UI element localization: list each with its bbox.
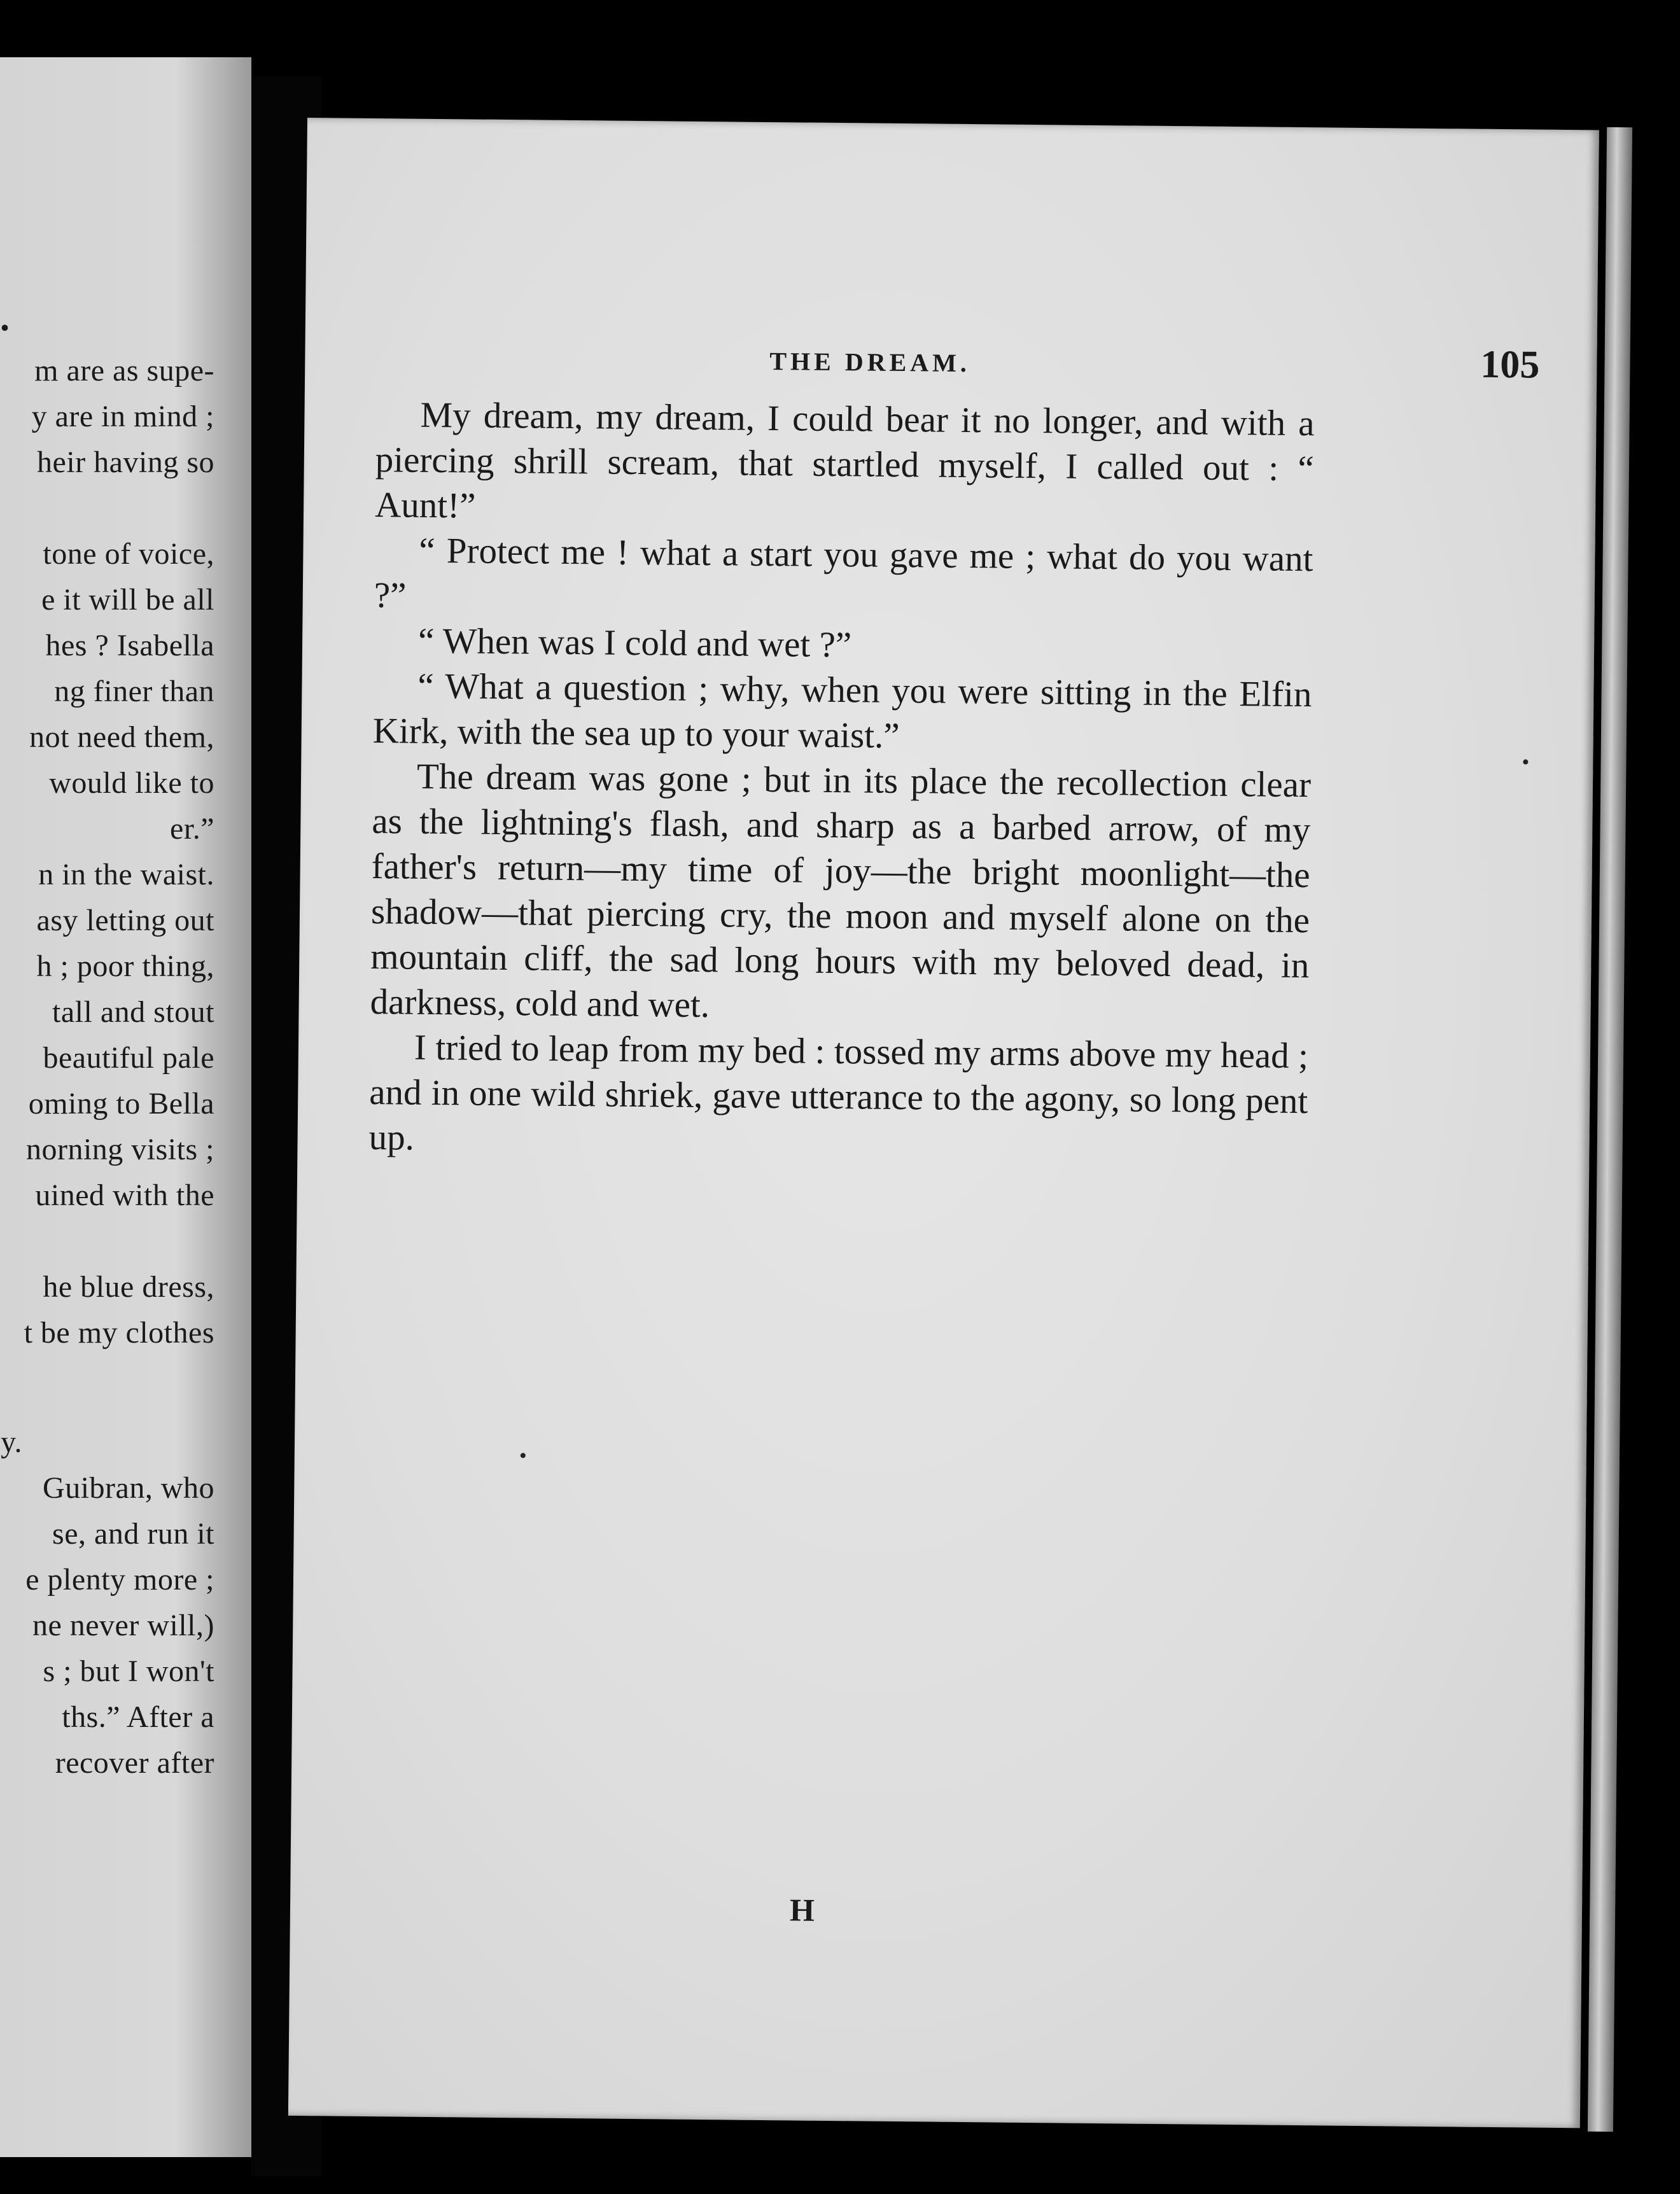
left-page-line: ne never will,) xyxy=(32,1609,214,1642)
left-page-line: t be my clothes xyxy=(24,1316,214,1350)
left-page-line: tall and stout xyxy=(52,995,214,1029)
left-page-line: e plenty more ; xyxy=(25,1563,214,1597)
left-page-line: hes ? Isabella xyxy=(45,629,214,662)
left-page-line: tone of voice, xyxy=(43,537,214,571)
ink-speck xyxy=(521,1453,526,1458)
left-page-line: norning visits ; xyxy=(25,1133,214,1166)
left-page xyxy=(0,57,251,2157)
left-page-line: asy letting out xyxy=(36,904,214,937)
left-page-bullet: . xyxy=(0,297,10,339)
left-page-line: e it will be all xyxy=(41,583,214,617)
left-page-line: recover after xyxy=(55,1746,214,1780)
paragraph: “ When was I cold and wet ?” xyxy=(417,620,852,666)
left-page-line: m are as supe- xyxy=(34,354,214,388)
paragraph: My dream, my dream, I could bear it no longer, and with a piercing shrill scream, that startled myself, I called out : “ Aunt!” xyxy=(374,395,1315,526)
left-page-line: se, and run it xyxy=(52,1517,214,1551)
left-page-line: oming to Bella xyxy=(28,1087,214,1121)
signature-mark: H xyxy=(789,1892,815,1928)
paragraph: “ What a question ; why, when you were sitting in the Elfin Kirk, with the sea up to your waist.” xyxy=(372,666,1312,756)
paragraph: The dream was gone ; but in its place the recollection clear as the lightning's flash, and sharp as a barbed arrow, of my father's return—my time of joy—the bright moonlight—the shadow—that piercing cry, the moon and myself alone on the mountain cliff, the sad long hours with my beloved dead, in darkness, cold and wet. xyxy=(370,756,1312,1026)
left-page-line: h ; poor thing, xyxy=(36,949,214,983)
left-page-line: would like to xyxy=(49,766,214,800)
paragraph: “ Protect me ! what a start you gave me ; what do you want ?” xyxy=(374,530,1313,616)
left-page-line: s ; but I won't xyxy=(43,1654,214,1688)
left-page-line: uined with the xyxy=(35,1178,214,1212)
left-page-line: heir having so xyxy=(37,445,214,479)
ink-speck xyxy=(1523,759,1528,764)
left-page-line: he blue dress, xyxy=(43,1270,214,1304)
left-page-line: y. xyxy=(1,1425,22,1459)
left-page-line: ths.” After a xyxy=(62,1700,214,1734)
left-page-line: n in the waist. xyxy=(38,858,214,891)
left-page-line: y are in mind ; xyxy=(31,400,214,433)
page-number: 105 xyxy=(1480,342,1540,387)
paragraph: I tried to leap from my bed : tossed my arms above my head ; and in one wild shriek, gave utterance to the agony, so long pent up. xyxy=(368,1027,1309,1158)
left-page-line: Guibran, who xyxy=(43,1471,214,1505)
body-text xyxy=(368,392,1315,1169)
left-page-line: beautiful pale xyxy=(43,1041,214,1075)
running-head: THE DREAM. xyxy=(769,346,971,378)
left-page-line: not need them, xyxy=(29,720,214,754)
left-page-line: er.” xyxy=(170,812,214,846)
left-page-line: ng finer than xyxy=(54,674,214,708)
right-page xyxy=(288,118,1599,2128)
